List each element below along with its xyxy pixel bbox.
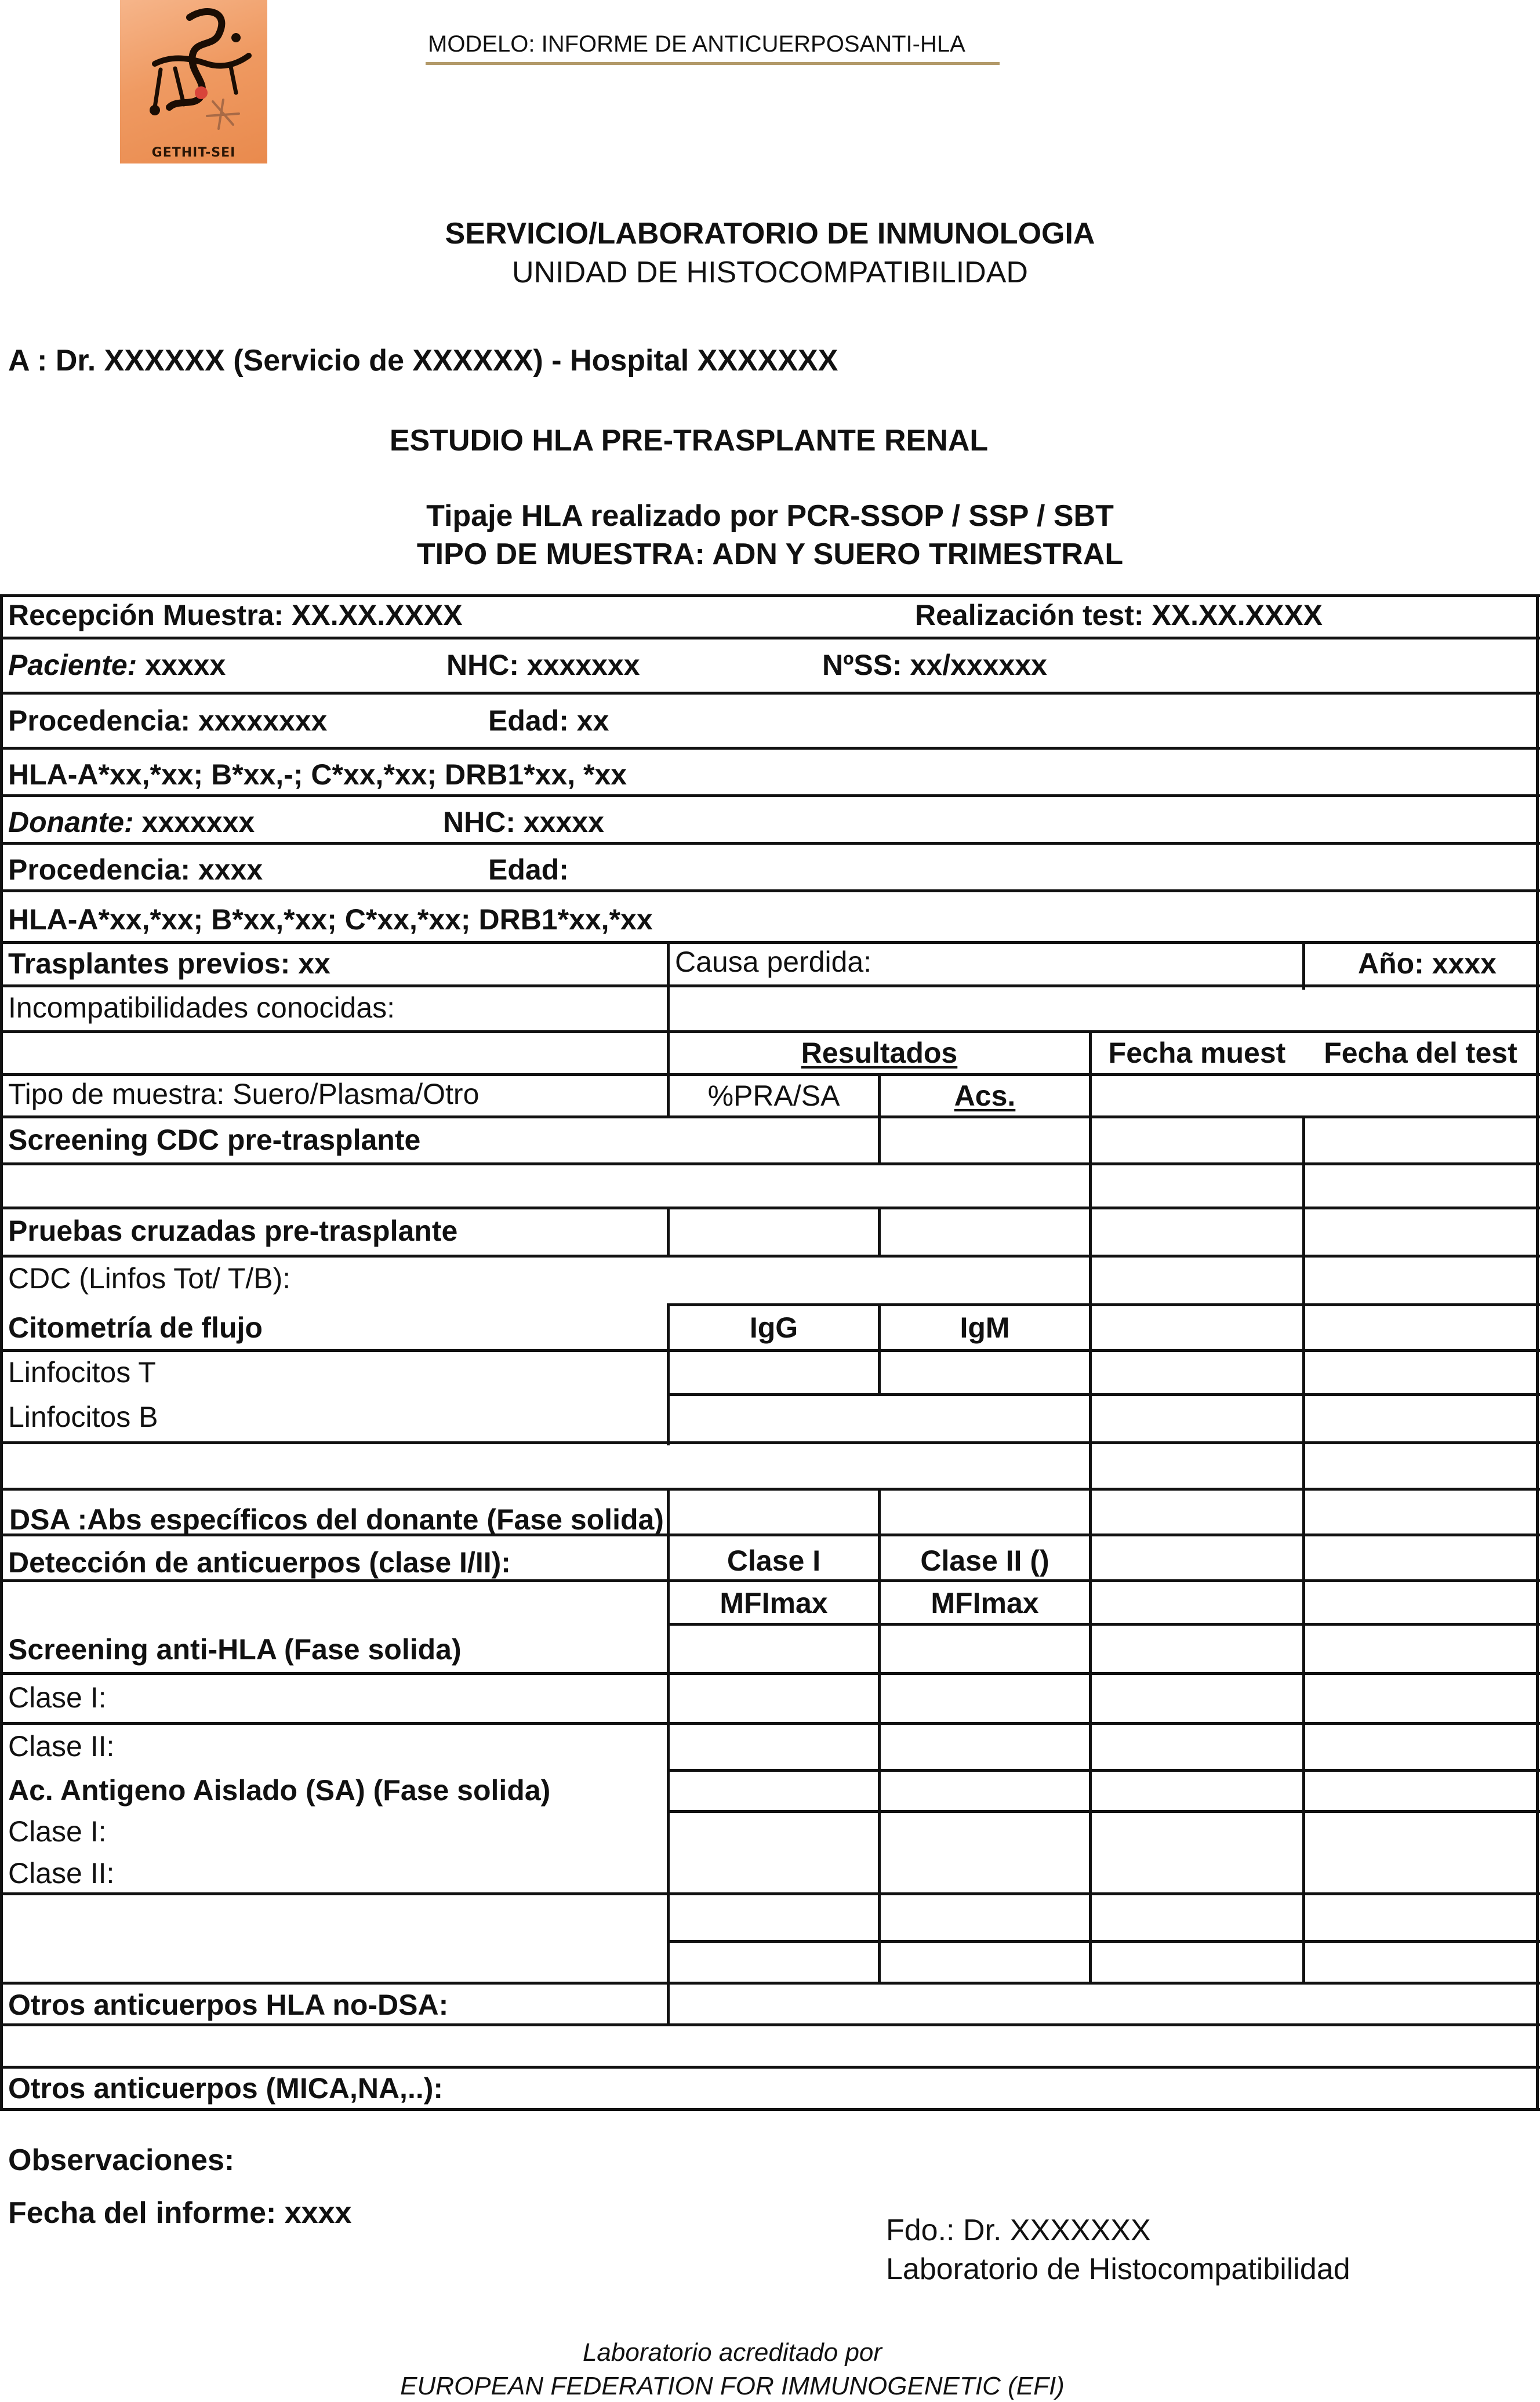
donor-age: Edad: bbox=[488, 853, 569, 886]
report-date: Fecha del informe: xxxx bbox=[8, 2196, 352, 2230]
loss-year: Año: xxxx bbox=[1358, 947, 1497, 980]
donor-nhc: NHC: xxxxx bbox=[443, 806, 604, 838]
patient-nhc: NHC: xxxxxxx bbox=[446, 649, 640, 681]
loss-cause: Causa perdida: bbox=[675, 946, 872, 978]
model-underline bbox=[426, 62, 1000, 65]
logo-figure-icon bbox=[120, 0, 267, 139]
sa-class-ii-label: Clase II: bbox=[8, 1857, 115, 1889]
model-label: MODELO: INFORME DE ANTICUERPOSANTI-HLA bbox=[428, 31, 965, 57]
other-hla-antibodies-label: Otros anticuerpos HLA no-DSA: bbox=[8, 1989, 449, 2021]
sample-type-label: Tipo de muestra: Suero/Plasma/Otro bbox=[8, 1078, 480, 1110]
accreditation-line: Laboratorio acreditado por bbox=[582, 2338, 882, 2367]
single-antigen-label: Ac. Antigeno Aislado (SA) (Fase solida) bbox=[8, 1774, 551, 1807]
typing-method: Tipaje HLA realizado por PCR-SSOP / SSP / SBT bbox=[426, 499, 1114, 533]
service-title: SERVICIO/LABORATORIO DE INMUNOLOGIA bbox=[445, 217, 1095, 250]
previous-transplants: Trasplantes previos: xx bbox=[8, 947, 330, 980]
study-title: ESTUDIO HLA PRE-TRASPLANTE RENAL bbox=[389, 424, 989, 457]
patient-value: xxxxx bbox=[137, 649, 226, 681]
donor-value: xxxxxxx bbox=[133, 806, 255, 838]
donor-origin: Procedencia: xxxx bbox=[8, 853, 263, 886]
efi-line: EUROPEAN FEDERATION FOR IMMUNOGENETIC (EFI) bbox=[400, 2372, 1065, 2400]
lab-name: Laboratorio de Histocompatibilidad bbox=[886, 2252, 1350, 2286]
screening-class-ii-label: Clase II: bbox=[8, 1730, 115, 1763]
cdc-lymphocytes-label: CDC (Linfos Tot/ T/B): bbox=[8, 1262, 291, 1295]
b-lymphocytes-label: Linfocitos B bbox=[8, 1401, 158, 1433]
mfimax-class-i: MFImax bbox=[720, 1587, 828, 1619]
sample-date-header: Fecha muest bbox=[1108, 1037, 1286, 1069]
pra-sa-header: %PRA/SA bbox=[707, 1080, 840, 1112]
donor-hla: HLA-A*xx,*xx; B*xx,*xx; C*xx,*xx; DRB1*xx,*xx bbox=[8, 903, 653, 936]
patient-age: Edad: xx bbox=[488, 704, 609, 737]
recipient-line: A : Dr. XXXXXX (Servicio de XXXXXX) - Hospital XXXXXXX bbox=[8, 344, 838, 377]
donor-label: Donante: bbox=[8, 806, 134, 838]
screening-class-i-label: Clase I: bbox=[8, 1681, 107, 1714]
logo-text: GETHIT-SEI bbox=[151, 146, 236, 160]
patient-label: Paciente: bbox=[8, 649, 137, 681]
reception-date: Recepción Muestra: XX.XX.XXXX bbox=[8, 599, 463, 631]
results-header: Resultados bbox=[801, 1037, 958, 1069]
donor-row bbox=[8, 808, 255, 837]
sample-type-title: TIPO DE MUESTRA: ADN Y SUERO TRIMESTRAL bbox=[416, 537, 1124, 571]
test-date-header: Fecha del test bbox=[1324, 1037, 1517, 1069]
acs-header: Acs. bbox=[954, 1080, 1016, 1112]
gethit-sei-logo bbox=[120, 0, 267, 163]
igm-header: IgM bbox=[960, 1311, 1010, 1344]
igg-header: IgG bbox=[749, 1311, 798, 1344]
sa-class-i-label: Clase I: bbox=[8, 1815, 107, 1848]
known-incompatibilities: Incompatibilidades conocidas: bbox=[8, 991, 395, 1024]
antibody-detection-label: Detección de anticuerpos (clase I/II): bbox=[8, 1546, 511, 1579]
test-date: Realización test: XX.XX.XXXX bbox=[915, 599, 1323, 631]
patient-row bbox=[8, 651, 226, 679]
dsa-label: DSA :Abs específicos del donante (Fase solida) bbox=[9, 1503, 664, 1536]
other-antibodies-mica-label: Otros anticuerpos (MICA,NA,..): bbox=[8, 2072, 444, 2105]
class-ii-header: Clase II () bbox=[920, 1545, 1049, 1577]
mfimax-class-ii: MFImax bbox=[931, 1587, 1039, 1619]
unit-title: UNIDAD DE HISTOCOMPATIBILIDAD bbox=[512, 256, 1028, 289]
antihla-screening-label: Screening anti-HLA (Fase solida) bbox=[8, 1633, 462, 1666]
observations-label: Observaciones: bbox=[8, 2143, 235, 2177]
signature-line: Fdo.: Dr. XXXXXXX bbox=[886, 2214, 1151, 2247]
patient-hla: HLA-A*xx,*xx; B*xx,-; C*xx,*xx; DRB1*xx, *xx bbox=[8, 758, 627, 791]
cdc-screening-label: Screening CDC pre-trasplante bbox=[8, 1124, 421, 1156]
patient-nss: NºSS: xx/xxxxxx bbox=[822, 649, 1047, 681]
class-i-header: Clase I bbox=[727, 1545, 821, 1577]
t-lymphocytes-label: Linfocitos T bbox=[8, 1356, 156, 1389]
flow-cytometry-label: Citometría de flujo bbox=[8, 1311, 263, 1344]
crossmatch-label: Pruebas cruzadas pre-trasplante bbox=[8, 1215, 458, 1247]
patient-origin: Procedencia: xxxxxxxx bbox=[8, 704, 328, 737]
